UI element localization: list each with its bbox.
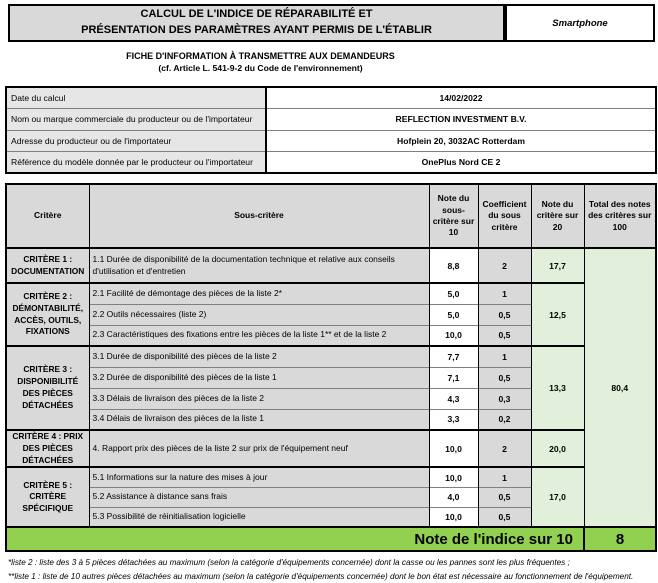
final-index-value: 8 [584, 527, 656, 551]
sub-criterion-cell: 2.1 Facilité de démontage des pièces de la liste 2* [89, 283, 429, 304]
info-label: Date du calcul [6, 87, 266, 109]
score20-cell: 13,3 [531, 346, 584, 430]
info-label: Adresse du producteur ou de l'importateur [6, 130, 266, 152]
coefficient-cell: 1 [478, 346, 531, 367]
coefficient-cell: 2 [478, 430, 531, 467]
info-row [6, 109, 656, 131]
criteria-row [6, 248, 656, 283]
criterion-cell: CRITÈRE 5 : CRITÈRE SPÉCIFIQUE [6, 467, 89, 527]
coefficient-cell: 1 [478, 283, 531, 304]
criteria-header-row [6, 184, 656, 248]
header-coefficient: Coefficient du sous critère [478, 184, 531, 248]
coefficient-cell: 0,5 [478, 304, 531, 325]
score10-cell: 7,7 [429, 346, 478, 367]
info-row [6, 87, 656, 109]
score10-cell: 10,0 [429, 467, 478, 487]
title-row [8, 4, 655, 42]
criteria-table [5, 183, 657, 552]
final-index-label: Note de l'indice sur 10 [6, 527, 584, 551]
criteria-table-body [6, 248, 656, 551]
criteria-table-header [6, 184, 656, 248]
score10-cell: 3,3 [429, 409, 478, 430]
coefficient-cell: 0,5 [478, 325, 531, 346]
header-criterion: Critère [6, 184, 89, 248]
coefficient-cell: 2 [478, 248, 531, 283]
score20-cell: 17,7 [531, 248, 584, 283]
sub-criterion-cell: 3.3 Délais de livraison des pièces de la liste 2 [89, 388, 429, 409]
sub-criterion-cell: 3.2 Durée de disponibilité des pièces de la liste 1 [89, 367, 429, 388]
score10-cell: 10,0 [429, 430, 478, 467]
model-reference-value: OnePlus Nord CE 2 [266, 152, 656, 174]
score20-cell: 17,0 [531, 467, 584, 527]
criteria-row [6, 467, 656, 487]
sub-criterion-cell: 5.3 Possibilité de réinitialisation logicielle [89, 507, 429, 527]
footnote-liste1: **liste 1 : liste de 10 autres pièces détachées au maximum (selon la catégorie d'équipements concernée) dont le bon état est nécessaire au fonctionnement de l'équipement. [8, 571, 634, 581]
criteria-row [6, 346, 656, 367]
footnote-liste2: *liste 2 : liste des 3 à 5 pièces détachées au maximum (selon la catégorie d'équipements concernée) dont la casse ou les pannes sont les plus fréquentes ; [8, 558, 570, 568]
document-title [8, 4, 505, 42]
info-row [6, 152, 656, 174]
score10-cell: 5,0 [429, 304, 478, 325]
score10-cell: 7,1 [429, 367, 478, 388]
header-sub-criterion: Sous-critère [89, 184, 429, 248]
producer-name-value: REFLECTION INVESTMENT B.V. [266, 109, 656, 131]
sub-criterion-cell: 5.2 Assistance à distance sans frais [89, 487, 429, 507]
producer-address-value: Hofplein 20, 3032AC Rotterdam [266, 130, 656, 152]
coefficient-cell: 1 [478, 467, 531, 487]
score10-cell: 4,0 [429, 487, 478, 507]
score10-cell: 8,8 [429, 248, 478, 283]
sub-criterion-cell: 4. Rapport prix des pièces de la liste 2 sur prix de l'équipement neuf [89, 430, 429, 467]
criterion-cell: CRITÈRE 1 : DOCUMENTATION [6, 248, 89, 283]
sub-criterion-cell: 5.1 Informations sur la nature des mises à jour [89, 467, 429, 487]
document-title-line2: PRÉSENTATION DES PARAMÈTRES AYANT PERMIS DE L'ÉTABLIR [81, 24, 432, 36]
score10-cell: 10,0 [429, 325, 478, 346]
subtitle-line2: (cf. Article L. 541-9-2 du Code de l'environnement) [158, 63, 363, 73]
criteria-row [6, 283, 656, 304]
product-info-table [5, 86, 657, 174]
coefficient-cell: 0,5 [478, 487, 531, 507]
criterion-cell: CRITÈRE 3 : DISPONIBILITÉ DES PIÈCES DÉTACHÉES [6, 346, 89, 430]
sub-criterion-cell: 3.4 Délais de livraison des pièces de la liste 1 [89, 409, 429, 430]
document-title-line1: CALCUL DE L'INDICE DE RÉPARABILITÉ ET [140, 8, 373, 21]
coefficient-cell: 0,5 [478, 367, 531, 388]
score10-cell: 5,0 [429, 283, 478, 304]
sub-criterion-cell: 2.3 Caractéristiques des fixations entre les pièces de la liste 1** et de la liste 2 [89, 325, 429, 346]
criterion-cell: CRITÈRE 2 : DÉMONTABILITÉ, ACCÈS, OUTILS, FIXATIONS [6, 283, 89, 346]
score20-cell: 20,0 [531, 430, 584, 467]
subtitle-line1: FICHE D'INFORMATION À TRANSMETTRE AUX DEMANDEURS [126, 51, 395, 61]
header-total100: Total des notes des critères sur 100 [584, 184, 656, 248]
info-label: Nom ou marque commerciale du producteur ou de l'importateur [6, 109, 266, 131]
sub-criterion-cell: 2.2 Outils nécessaires (liste 2) [89, 304, 429, 325]
product-category-box [505, 4, 655, 42]
score10-cell: 10,0 [429, 507, 478, 527]
subtitle [8, 51, 513, 73]
footnotes [8, 556, 658, 583]
sub-criterion-cell: 3.1 Durée de disponibilité des pièces de la liste 2 [89, 346, 429, 367]
score10-cell: 4,3 [429, 388, 478, 409]
final-index-row [6, 527, 656, 551]
info-row [6, 130, 656, 152]
score20-cell: 12,5 [531, 283, 584, 346]
header-score20: Note du critère sur 20 [531, 184, 584, 248]
criteria-row [6, 430, 656, 467]
coefficient-cell: 0,2 [478, 409, 531, 430]
coefficient-cell: 0,3 [478, 388, 531, 409]
calc-date-value: 14/02/2022 [439, 93, 483, 103]
header-score10: Note du sous-critère sur 10 [429, 184, 478, 248]
coefficient-cell: 0,5 [478, 507, 531, 527]
info-label: Référence du modèle donnée par le producteur ou l'importateur [6, 152, 266, 174]
total100-cell: 80,4 [584, 248, 656, 527]
product-category-label: Smartphone [552, 17, 608, 29]
sub-criterion-cell: 1.1 Durée de disponibilité de la documentation technique et relative aux conseils d'utilisation et d'entretien [89, 248, 429, 283]
criterion-cell: CRITÈRE 4 : PRIX DES PIÈCES DÉTACHÉES [6, 430, 89, 467]
